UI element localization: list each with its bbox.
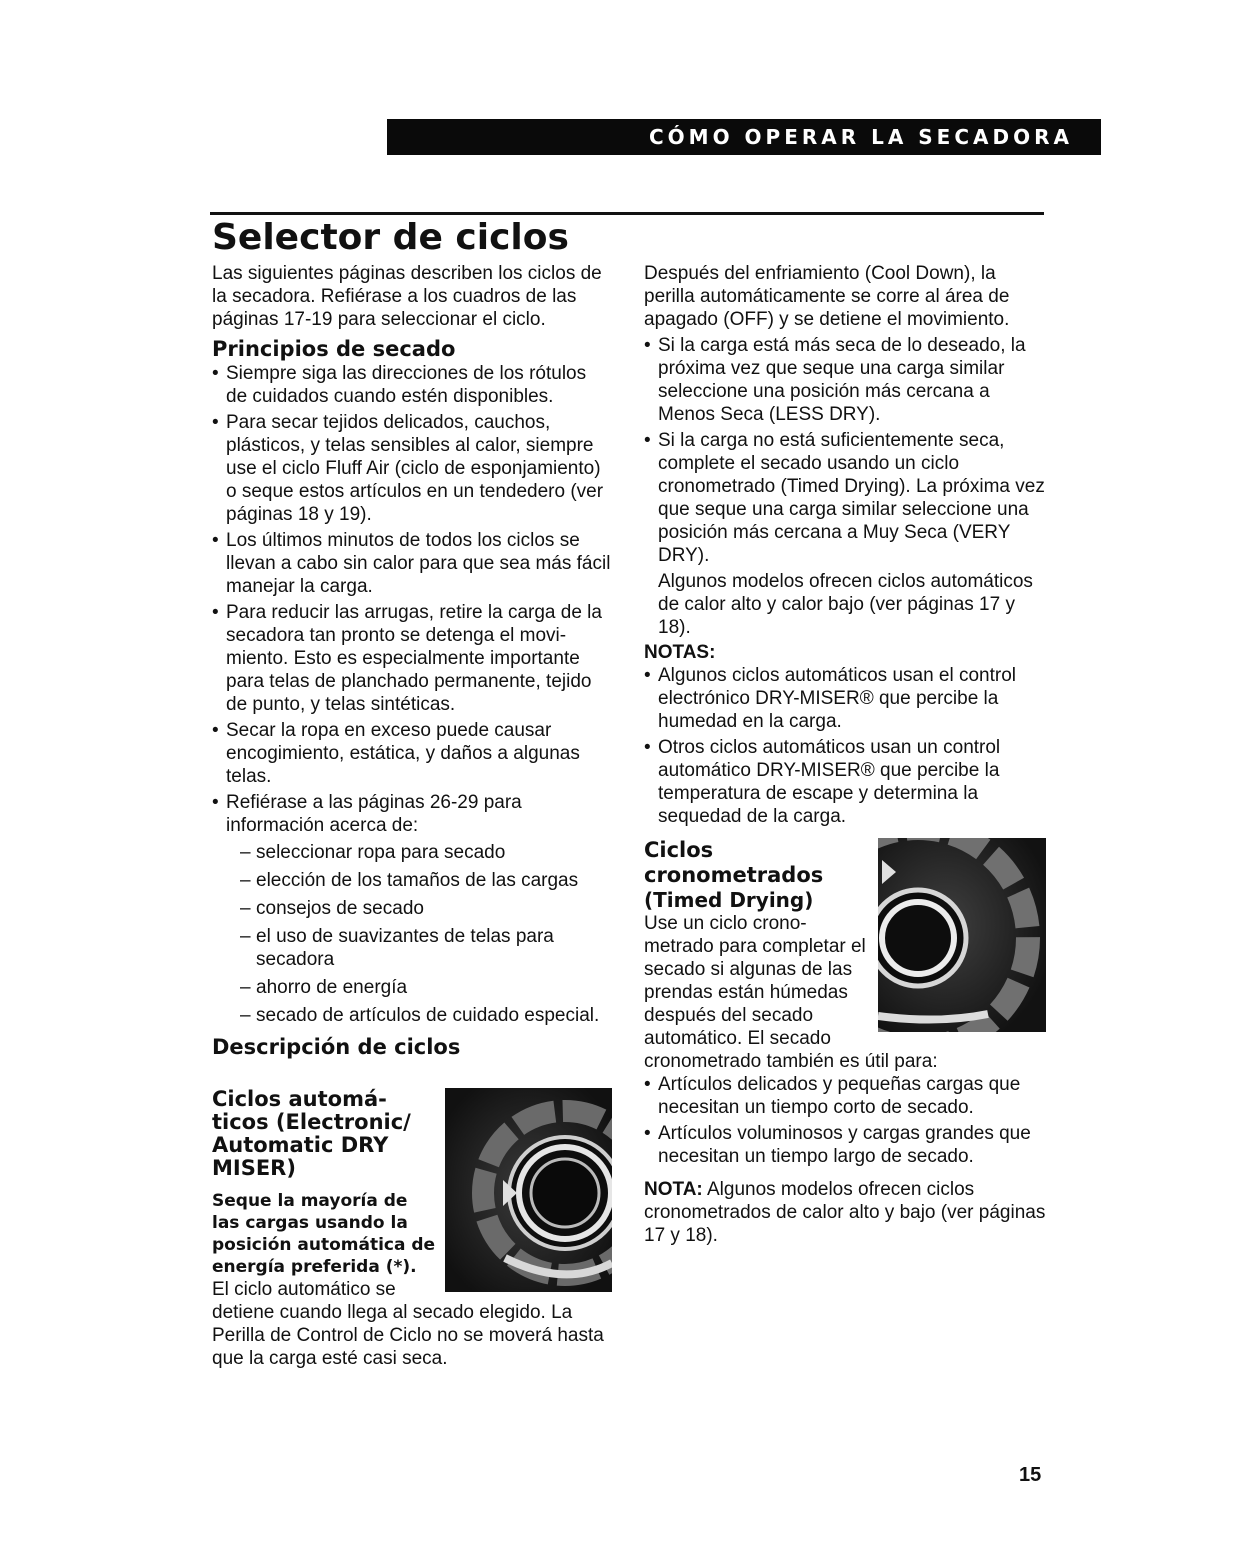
- list-item: • Otros ciclos automáticos usan un control automático DRY-MISER® que percibe la temperatura de escape y determina la sequedad de la carga.: [644, 736, 1046, 828]
- timed-subheading: (Timed Drying): [644, 888, 814, 912]
- nota-text: Algunos modelos ofrecen ciclos cronometrados de calor alto y bajo (ver páginas 17 y 18).: [644, 1179, 1046, 1246]
- info-sublist: [226, 841, 612, 1027]
- page-number: 15: [1019, 1464, 1042, 1486]
- timed-list: [644, 1073, 1046, 1168]
- list-item: • Secar la ropa en exceso puede causar encogimiento, estática, y daños a algunas telas.: [212, 719, 612, 788]
- intro-paragraph: Las siguientes páginas describen los ciclos de la secadora. Refiérase a los cuadros de las páginas 17-19 para seleccionar el ciclo.: [212, 263, 602, 330]
- list-item-text: Refiérase a las páginas 26-29 para información acerca de:: [226, 792, 522, 836]
- timed-description: Use un ciclo crono- metrado para completar el secado si algunas de las prendas están húmedas después del secado automático. El secado cronometrado también es útil para:: [644, 913, 938, 1072]
- list-item: • Algunos ciclos automáticos usan el control electrónico DRY-MISER® que percibe la humedad en la carga.: [644, 664, 1046, 733]
- auto-cycles-heading: Ciclos automá- ticos (Electronic/ Automatic DRY MISER): [212, 1087, 411, 1180]
- sublist-item: – el uso de suavizantes de telas para secadora: [226, 925, 612, 971]
- nota-paragraph: [644, 1178, 1046, 1247]
- timed-section: [644, 838, 1046, 1168]
- section-title: CÓMO OPERAR LA SECADORA: [648, 125, 1073, 149]
- adjust-list: [644, 334, 1046, 567]
- notas-list: [644, 664, 1046, 828]
- timed-heading: Ciclos cronometrados: [644, 838, 824, 887]
- notas-label: NOTAS:: [644, 642, 716, 663]
- principios-heading: Principios de secado: [212, 337, 456, 361]
- principios-list: [212, 362, 612, 1027]
- list-item: • Los últimos minutos de todos los ciclos se llevan a cabo sin calor para que sea más fácil manejar la carga.: [212, 529, 612, 598]
- automatic-dial-figure: [445, 1088, 612, 1292]
- models-note: Algunos modelos ofrecen ciclos automáticos de calor alto y calor bajo (ver páginas 17 y 18).: [658, 571, 1033, 638]
- list-item: • Si la carga está más seca de lo deseado, la próxima vez que seque una carga similar seleccione una posición más cercana a Menos Seca (LESS DRY).: [644, 334, 1046, 426]
- section-header-bar: [387, 119, 1101, 155]
- list-item: • Siempre siga las direcciones de los rótulos de cuidados cuando estén disponibles.: [212, 362, 612, 408]
- descripcion-heading: Descripción de ciclos: [212, 1035, 461, 1059]
- list-item: • Si la carga no está suficientemente seca, complete el secado usando un ciclo cronometrado (Timed Drying). La próxima vez que seque una carga similar seleccione una posición más cercana a Muy Seca (VERY DRY).: [644, 429, 1046, 567]
- timed-dial-figure: [878, 838, 1046, 1032]
- auto-preferred-note: Seque la mayoría de las cargas usando la posición automática de energía preferida (*).: [212, 1191, 436, 1277]
- sublist-item: – seleccionar ropa para secado: [226, 841, 612, 864]
- list-item: • Para secar tejidos delicados, cauchos, plásticos, y telas sensibles al calor, siempre use el ciclo Fluff Air (ciclo de esponjamiento) o seque estos artículos en un tendedero (ver páginas 18 y 19).: [212, 411, 612, 526]
- cooldown-paragraph: Después del enfriamiento (Cool Down), la perilla automáticamente se corre al área de apagado (OFF) y se detiene el movimiento.: [644, 263, 1010, 330]
- left-column: [212, 262, 612, 1370]
- sublist-item: – ahorro de energía: [226, 976, 612, 999]
- list-item: • Artículos voluminosos y cargas grandes que necesitan un tiempo largo de secado.: [644, 1122, 1046, 1168]
- auto-description: El ciclo automático se detiene cuando llega al secado elegido. La Perilla de Control de Ciclo no se moverá hasta que la carga esté casi seca.: [212, 1279, 604, 1369]
- auto-section: [212, 1088, 612, 1370]
- dial-knob-icon: [445, 1088, 612, 1292]
- nota-label: NOTA:: [644, 1179, 703, 1200]
- list-item: • Para reducir las arrugas, retire la carga de la secadora tan pronto se detenga el movi- miento. Esto es especialmente importante para telas de planchado permanente, tejido de punto, y telas sintéticas.: [212, 601, 612, 716]
- sublist-item: – secado de artículos de cuidado especial.: [226, 1004, 612, 1027]
- title-rule: [210, 212, 1044, 215]
- sublist-item: – consejos de secado: [226, 897, 612, 920]
- list-item: • Artículos delicados y pequeñas cargas que necesitan un tiempo corto de secado.: [644, 1073, 1046, 1119]
- dial-knob-icon: [878, 838, 1046, 1032]
- sublist-item: – elección de los tamaños de las cargas: [226, 869, 612, 892]
- page-title: Selector de ciclos: [212, 217, 569, 258]
- right-column: [644, 262, 1046, 1247]
- list-item: [212, 791, 612, 1027]
